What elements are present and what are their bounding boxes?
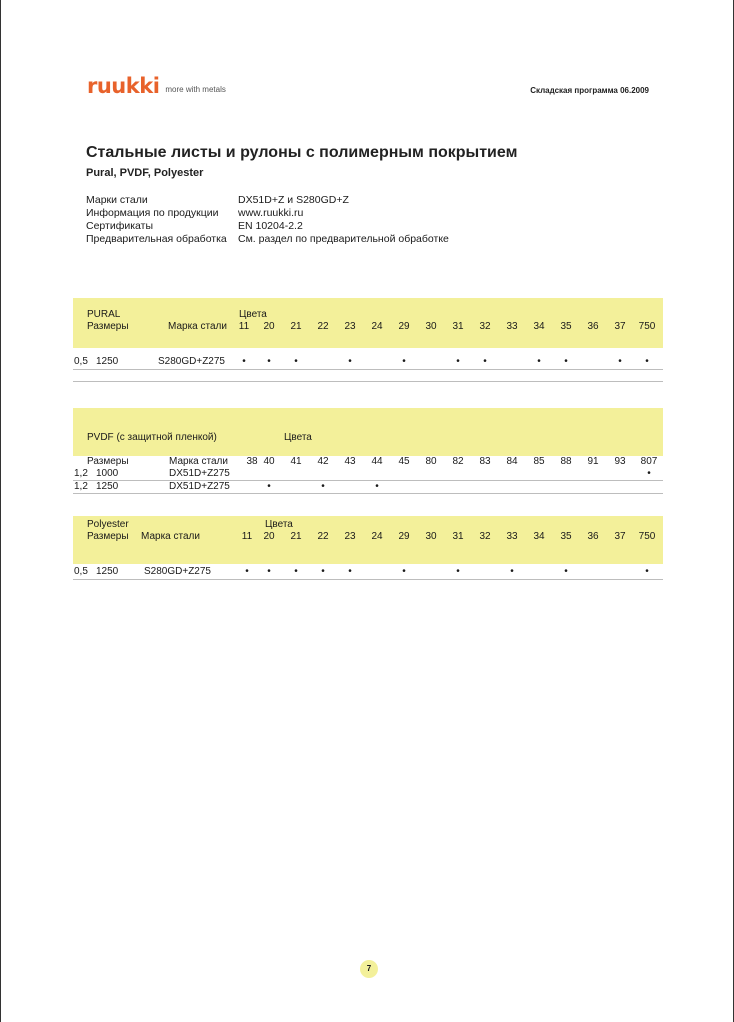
- availability-mark: •: [321, 566, 325, 577]
- color-code-header: 750: [638, 531, 656, 542]
- availability-mark: •: [402, 356, 406, 367]
- availability-mark: •: [537, 356, 541, 367]
- info-value: EN 10204-2.2: [238, 220, 303, 232]
- availability-mark: •: [267, 481, 271, 492]
- color-code-header: 88: [560, 456, 572, 467]
- pvdf-colors-label: Цвета: [284, 432, 312, 443]
- availability-mark: •: [564, 356, 568, 367]
- availability-mark: •: [294, 356, 298, 367]
- availability-mark: •: [321, 481, 325, 492]
- color-code-header: 22: [317, 321, 329, 332]
- availability-mark: •: [242, 356, 246, 367]
- pural-section-label: PURAL: [87, 309, 121, 320]
- ruukki-logo: [87, 74, 226, 96]
- color-code-header: 34: [533, 321, 545, 332]
- color-code-header: 33: [506, 321, 518, 332]
- color-code-header: 24: [371, 531, 383, 542]
- pvdf-row-width: 1000: [96, 468, 119, 479]
- availability-mark: •: [375, 481, 379, 492]
- color-code-header: 11: [238, 321, 250, 332]
- color-code-header: 21: [290, 531, 302, 542]
- availability-mark: •: [267, 356, 271, 367]
- color-code-header: 22: [317, 531, 329, 542]
- info-row: [86, 220, 449, 233]
- color-code-header: 44: [371, 456, 383, 467]
- logo-wordmark: ruukki: [87, 74, 160, 98]
- color-code-header: 42: [317, 456, 329, 467]
- color-code-header: 36: [587, 321, 599, 332]
- polyester-sizes-label: Размеры: [87, 531, 129, 542]
- pural-row-thickness: 0,5: [74, 356, 88, 367]
- color-code-header: 36: [587, 531, 599, 542]
- color-code-header: 35: [560, 531, 572, 542]
- color-code-header: 32: [479, 321, 491, 332]
- color-code-header: 38: [246, 456, 258, 467]
- info-label: Сертификаты: [86, 220, 153, 232]
- availability-mark: •: [456, 566, 460, 577]
- color-code-header: 24: [371, 321, 383, 332]
- color-code-header: 30: [425, 321, 437, 332]
- availability-mark: •: [294, 566, 298, 577]
- color-code-header: 83: [479, 456, 491, 467]
- color-code-header: 750: [638, 321, 656, 332]
- info-value: DX51D+Z и S280GD+Z: [238, 194, 349, 206]
- availability-mark: •: [564, 566, 568, 577]
- pural-sizes-label: Размеры: [87, 321, 129, 332]
- pural-row-width: 1250: [96, 356, 119, 367]
- availability-mark: •: [245, 566, 249, 577]
- color-code-header: 93: [614, 456, 626, 467]
- color-code-header: 35: [560, 321, 572, 332]
- color-code-header: 31: [452, 321, 464, 332]
- info-label: Предварительная обработка: [86, 233, 227, 245]
- availability-mark: •: [618, 356, 622, 367]
- color-code-header: 41: [290, 456, 302, 467]
- color-code-header: 11: [241, 531, 253, 542]
- availability-mark: •: [267, 566, 271, 577]
- color-code-header: 21: [290, 321, 302, 332]
- color-code-header: 45: [398, 456, 410, 467]
- polyester-row-thickness: 0,5: [74, 566, 88, 577]
- color-code-header: 33: [506, 531, 518, 542]
- color-code-header: 20: [263, 321, 275, 332]
- pvdf-row-width: 1250: [96, 481, 119, 492]
- pvdf-row-thickness: 1,2: [74, 481, 88, 492]
- color-code-header: 91: [587, 456, 599, 467]
- pural-bottom-rule: [73, 381, 663, 382]
- program-date: Складская программа 06.2009: [530, 86, 649, 95]
- color-code-header: 37: [614, 531, 626, 542]
- color-code-header: 85: [533, 456, 545, 467]
- pvdf-grade-label: Марка стали: [169, 456, 228, 467]
- availability-mark: •: [483, 356, 487, 367]
- info-label: Марки стали: [86, 194, 148, 206]
- color-code-header: 23: [344, 531, 356, 542]
- pvdf-section-label: PVDF (с защитной пленкой): [87, 432, 217, 443]
- info-label: Информация по продукции: [86, 207, 219, 219]
- color-code-header: 84: [506, 456, 518, 467]
- pural-colors-label: Цвета: [239, 309, 267, 320]
- polyester-row-width: 1250: [96, 566, 119, 577]
- pural-grade-label: Марка стали: [168, 321, 227, 332]
- info-row: [86, 233, 449, 246]
- page-number: 7: [360, 960, 378, 978]
- color-code-header: 82: [452, 456, 464, 467]
- pvdf-row-grade: DX51D+Z275: [169, 481, 230, 492]
- info-value: www.ruukki.ru: [238, 207, 304, 219]
- polyester-grade-label: Марка стали: [141, 531, 200, 542]
- availability-mark: •: [348, 566, 352, 577]
- color-code-header: 34: [533, 531, 545, 542]
- availability-mark: •: [402, 566, 406, 577]
- logo-tagline: more with metals: [165, 85, 226, 94]
- availability-mark: •: [645, 356, 649, 367]
- color-code-header: 37: [614, 321, 626, 332]
- info-row: [86, 207, 449, 220]
- polyester-row-grade: S280GD+Z275: [144, 566, 211, 577]
- availability-mark: •: [510, 566, 514, 577]
- color-code-header: 80: [425, 456, 437, 467]
- availability-mark: •: [456, 356, 460, 367]
- page-subtitle: Pural, PVDF, Polyester: [86, 167, 204, 179]
- color-code-header: 20: [263, 531, 275, 542]
- pural-row-grade: S280GD+Z275: [158, 356, 225, 367]
- product-info: [86, 194, 449, 246]
- color-code-header: 40: [263, 456, 275, 467]
- color-code-header: 29: [398, 321, 410, 332]
- pvdf-row-grade: DX51D+Z275: [169, 468, 230, 479]
- color-code-header: 29: [398, 531, 410, 542]
- availability-mark: •: [645, 566, 649, 577]
- pural-divider: [73, 369, 663, 370]
- polyester-colors-label: Цвета: [265, 519, 293, 530]
- color-code-header: 30: [425, 531, 437, 542]
- color-code-header: 807: [640, 456, 658, 467]
- info-row: [86, 194, 449, 207]
- polyester-bottom-rule: [73, 579, 663, 580]
- pvdf-sizes-label: Размеры: [87, 456, 129, 467]
- color-code-header: 23: [344, 321, 356, 332]
- polyester-section-label: Polyester: [87, 519, 129, 530]
- page-title: Стальные листы и рулоны с полимерным покрытием: [86, 144, 518, 161]
- color-code-header: 43: [344, 456, 356, 467]
- pvdf-row-divider: [73, 480, 663, 481]
- pvdf-bottom-rule: [73, 493, 663, 494]
- pvdf-row-thickness: 1,2: [74, 468, 88, 479]
- availability-mark: •: [647, 468, 651, 479]
- color-code-header: 31: [452, 531, 464, 542]
- availability-mark: •: [348, 356, 352, 367]
- info-value: См. раздел по предварительной обработке: [238, 233, 449, 245]
- color-code-header: 32: [479, 531, 491, 542]
